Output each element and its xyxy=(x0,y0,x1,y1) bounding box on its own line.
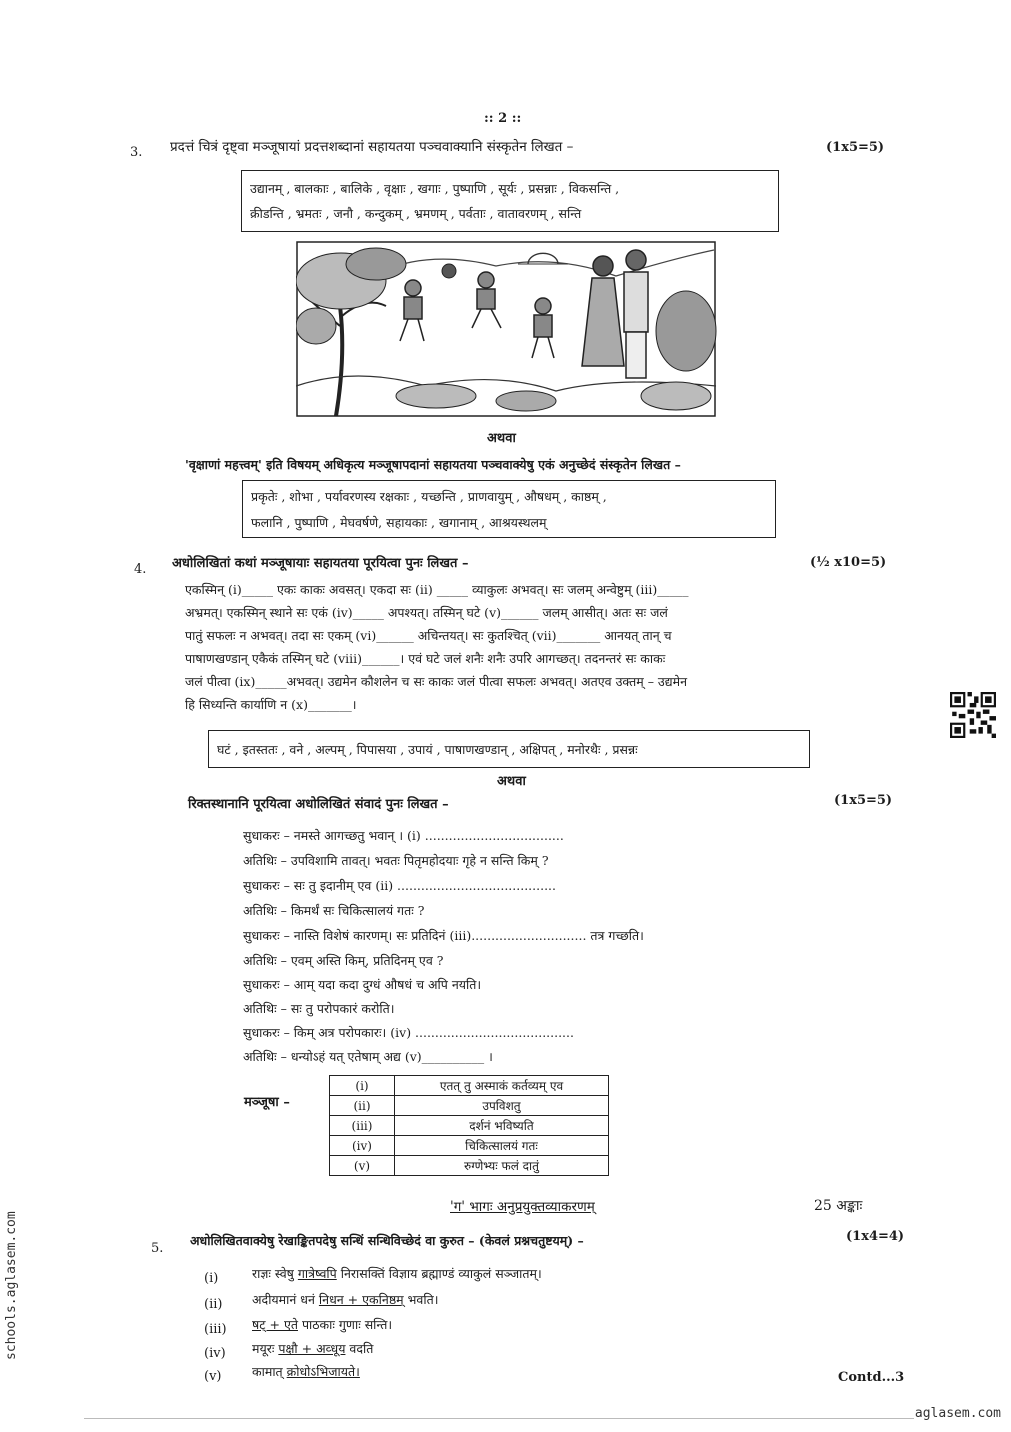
dialogue-line: अतिथिः – किमर्थं सः चिकित्सालयं गतः ? xyxy=(243,903,425,918)
side-watermark: schools.aglasem.com xyxy=(4,1211,19,1360)
q4-marks: (½ x10=5) xyxy=(810,555,887,570)
q5-item-post: वदति xyxy=(345,1341,374,1356)
q5-item-num: (ii) xyxy=(204,1297,223,1312)
manjusha-label: मञ्जूषा – xyxy=(244,1095,290,1110)
q4-word-box xyxy=(208,730,810,768)
dialogue-line: अतिथिः – सः तु परोपकारं करोति। xyxy=(243,1001,395,1016)
dialogue-line: सुधाकरः – सः तु इदानीम् एव (ii) ........................................ xyxy=(243,878,556,893)
q5-item-post: निरासक्तिं विज्ञाय ब्रह्माण्डं व्याकुलं सञ्जातम्। xyxy=(336,1266,542,1281)
section-marks: 25 अङ्काः xyxy=(814,1198,863,1214)
bottom-watermark: aglasem.com xyxy=(914,1406,1001,1421)
q5-item-pre: अदीयमानं धनं xyxy=(252,1292,319,1307)
qr-code-icon xyxy=(950,692,996,738)
q5-item-pre: कामात् xyxy=(252,1364,287,1379)
q3-alt-words-line2: फलानि , पुष्पाणि , मेघवर्षणे, सहायकाः , खगानाम् , आश्रयस्थलम् xyxy=(251,515,547,530)
q5-item-underlined: निधन + एकनिष्ठम् xyxy=(318,1292,404,1307)
manjusha-num: (i) xyxy=(330,1076,395,1096)
q3-alt-prompt: 'वृक्षाणां महत्त्वम्' इति विषयम् अधिकृत्य मञ्जूषापदानां सहायतया पञ्चवाक्येषु एकं अनुच्छेदं संस्कृतेन लिखत – xyxy=(185,457,681,472)
q5-item-num: (i) xyxy=(204,1271,219,1286)
q4-number: 4. xyxy=(134,562,147,577)
manjusha-text: चिकित्सालयं गतः xyxy=(395,1136,609,1156)
manjusha-text: रुग्णेभ्यः फलं दातुं xyxy=(395,1156,609,1176)
q5-prompt: अधोलिखितवाक्येषु रेखाङ्कितपदेषु सन्धिं सन्धिविच्छेदं वा कुरुत – (केवलं प्रश्नचतुष्टयम्) – xyxy=(190,1233,584,1248)
q5-item-pre: राज्ञः स्वेषु xyxy=(252,1266,298,1281)
q5-item-num: (iii) xyxy=(204,1322,227,1337)
q4-story-line: एकस्मिन् (i)_____ एकः काकः अवसत्। एकदा सः (ii) _____ व्याकुलः अभवत्। सः जलम् अन्वेष्टुम् (iii)_____ xyxy=(185,582,689,597)
q5-item-underlined: गात्रेष्वपि xyxy=(297,1266,337,1281)
q3-word-box xyxy=(241,170,779,232)
q4-box-words: घटं , इतस्ततः , वने , अल्पम् , पिपासया , उपायं , पाषाणखण्डान् , अक्षिपत् , मनोरथैः , प्रसन्नः xyxy=(217,742,638,757)
q4-or-label: अथवा xyxy=(497,774,526,789)
dialogue-line: सुधाकरः – नास्ति विशेषं कारणम्। सः प्रतिदिनं (iii)............................. तत्र गच्छति। xyxy=(243,928,644,943)
q4-story-line: अभ्रमत्। एकस्मिन् स्थाने सः एकं (iv)_____ अपश्यत्। तस्मिन् घटे (v)______ जलम् आसीत्। अतः सः जलं xyxy=(185,605,668,620)
q5-item-underlined: पक्षौ + अव्धूय xyxy=(278,1341,346,1356)
q5-item-post: भवति। xyxy=(403,1292,439,1307)
manjusha-num: (iii) xyxy=(330,1116,395,1136)
dialogue-line: सुधाकरः – नमस्ते आगच्छतु भवान् । (i) ................................... xyxy=(243,828,564,843)
q3-or-label: अथवा xyxy=(487,431,516,446)
q4-prompt: अधोलिखितां कथां मञ्जूषायाः सहायतया पूरयित्वा पुनः लिखत – xyxy=(172,556,469,571)
q5-item-pre: मयूरः xyxy=(252,1341,279,1356)
manjusha-num: (ii) xyxy=(330,1096,395,1116)
q5-number: 5. xyxy=(151,1241,164,1256)
q5-item xyxy=(252,1343,373,1356)
q5-item-underlined: षट् + एते xyxy=(252,1317,298,1332)
q3-number: 3. xyxy=(130,145,143,160)
q3-words-line1: उद्यानम् , बालकाः , बालिके , वृक्षाः , खगाः , पुष्पाणि , सूर्यः , प्रसन्नाः , विकसन्ति , xyxy=(250,181,620,196)
q4-story-line: जलं पीत्वा (ix)_____अभवत्। उद्यमेन कौशलेन च सः काकः जलं पीत्वा सफलः अभवत्। अतएव उक्तम् – उद्यमेन xyxy=(185,674,688,689)
manjusha-table xyxy=(329,1075,609,1176)
manjusha-text: एतत् तु अस्माकं कर्तव्यम् एव xyxy=(395,1076,609,1096)
q4-alt-prompt: रिक्तस्थानानि पूरयित्वा अधोलिखितं संवादं पुनः लिखत – xyxy=(188,797,449,812)
park-scene-illustration xyxy=(296,236,718,418)
q4-alt-marks: (1x5=5) xyxy=(834,793,893,808)
dialogue-line: अतिथिः – उपविशामि तावत्। भवतः पितृमहोदयाः गृहे न सन्ति किम् ? xyxy=(243,853,549,868)
manjusha-row xyxy=(330,1116,609,1136)
q3-words-line2: क्रीडन्ति , भ्रमतः , जनौ , कन्दुकम् , भ्रमणम् , पर्वताः , वातावरणम् , सन्ति xyxy=(250,206,582,221)
q5-item xyxy=(252,1294,438,1307)
dialogue-line: सुधाकरः – आम् यदा कदा दुग्धं औषधं च अपि नयति। xyxy=(243,977,482,992)
q4-story-line: पाषाणखण्डान् एकैकं तस्मिन् घटे (viii)______। एवं घटे जलं शनैः शनैः उपरि आगच्छत्। तदनन्तरं सः काकः xyxy=(185,651,666,666)
q5-item xyxy=(252,1268,542,1281)
q5-item-num: (v) xyxy=(204,1369,222,1384)
manjusha-text: उपविशतु xyxy=(395,1096,609,1116)
q5-item-num: (iv) xyxy=(204,1346,226,1361)
q5-item xyxy=(252,1366,360,1379)
q5-item-underlined: क्रोधोऽभिजायते। xyxy=(286,1364,360,1379)
q5-item xyxy=(252,1319,392,1332)
q3-marks: (1x5=5) xyxy=(826,140,885,155)
footer-rule xyxy=(84,1418,914,1419)
dialogue-line: अतिथिः – धन्योऽहं यत् एतेषाम् अद्य (v)__________ । xyxy=(243,1049,493,1064)
continued-note: Contd...3 xyxy=(838,1370,905,1385)
manjusha-text: दर्शनं भविष्यति xyxy=(395,1116,609,1136)
section-title: 'ग' भागः अनुप्रयुक्तव्याकरणम् xyxy=(450,1199,595,1215)
manjusha-num: (iv) xyxy=(330,1136,395,1156)
manjusha-row xyxy=(330,1096,609,1116)
q5-marks: (1x4=4) xyxy=(846,1229,905,1244)
dialogue-line: अतिथिः – एवम् अस्ति किम्, प्रतिदिनम् एव ? xyxy=(243,953,444,968)
manjusha-row xyxy=(330,1136,609,1156)
dialogue-line: सुधाकरः – किम् अत्र परोपकारः। (iv) ........................................ xyxy=(243,1025,574,1040)
manjusha-num: (v) xyxy=(330,1156,395,1176)
page-marker: :: 2 :: xyxy=(484,111,522,126)
q3-alt-word-box xyxy=(242,480,776,538)
q3-alt-words-line1: प्रकृतेः , शोभा , पर्यावरणस्य रक्षकाः , यच्छन्ति , प्राणवायुम् , औषधम् , काष्ठम् , xyxy=(251,489,607,504)
q4-story-line: पातुं सफलः न अभवत्। तदा सः एकम् (vi)______ अचिन्तयत्। सः कुतश्चित् (vii)_______ आनयत् तान् च xyxy=(185,628,672,643)
manjusha-row xyxy=(330,1076,609,1096)
q4-story-line: हि सिध्यन्ति कार्याणि न (x)_______। xyxy=(185,697,357,712)
q5-item-post: पाठकाः गुणाः सन्ति। xyxy=(297,1317,393,1332)
manjusha-row xyxy=(330,1156,609,1176)
q3-prompt: प्रदत्तं चित्रं दृष्ट्वा मञ्जूषायां प्रदत्तशब्दानां सहायतया पञ्चवाक्यानि संस्कृतेन लिखत – xyxy=(170,139,574,155)
